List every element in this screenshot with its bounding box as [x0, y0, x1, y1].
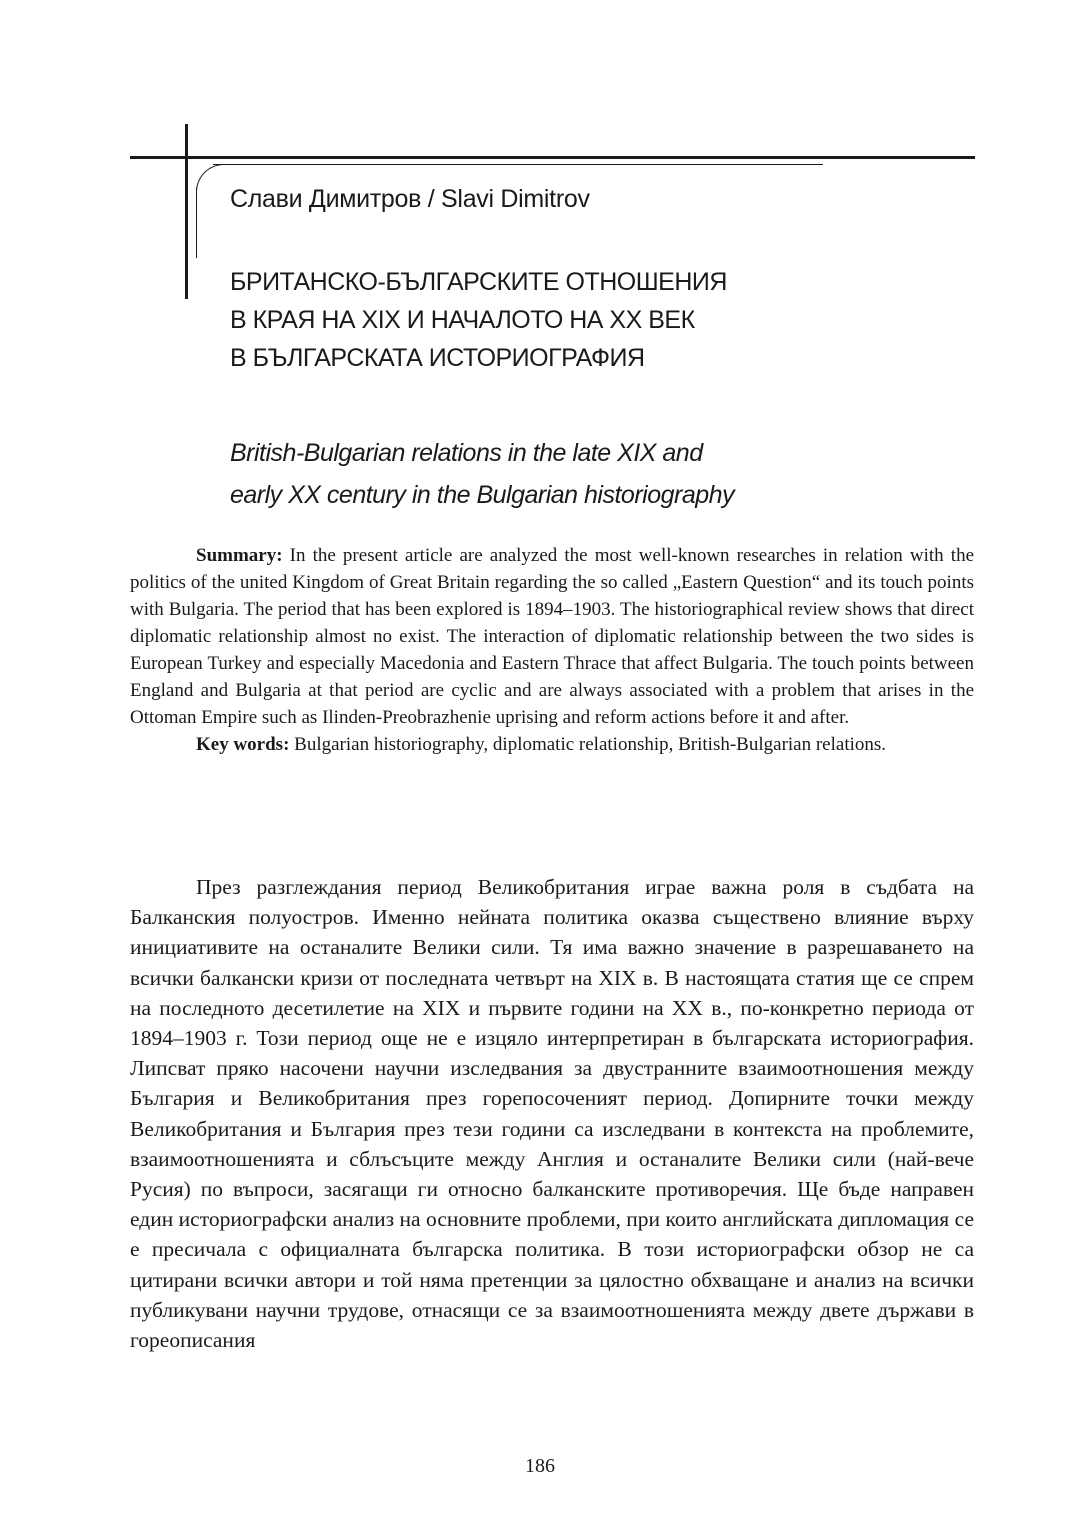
title-bg-line: В БЪЛГАРСКАТА ИСТОРИОГРАФИЯ — [230, 344, 645, 372]
author-name: Слави Димитров / Slavi Dimitrov — [230, 185, 590, 213]
header-rule-horizontal — [130, 156, 975, 159]
summary-text: In the present article are analyzed the most well-known researches in relation with the politics of the united Kingdom of Great Britain regarding the so called „Eastern Question“ and its touch points with Bulgaria. The period that has been explored is 1894–1903. The historiographical review shows that direct diplomatic relationship almost no exist. The interaction of diplomatic relationship between the two sides is European Turkey and especially Macedonia and Eastern Thrace that affect Bulgaria. The touch points between England and Bulgaria at that period are cyclic and are always associated with a problem that arises in the Ottoman Empire such as Ilinden-Preobrazhenie uprising and reform actions before it and after. — [130, 545, 974, 728]
title-bg-line: В КРАЯ НА XIX И НАЧАЛОТО НА XX ВЕК — [230, 306, 695, 334]
header-rule-vertical — [185, 124, 188, 299]
body-paragraph: През разглеждания период Великобритания играе важна роля в съдбата на Балканския полуостров. Именно нейната политика оказва съществено влияние върху инициативите на останалите Велики сили. Тя има важно значение в разрешаването на всички балкански кризи от последната четвърт на XIX в. В настоящата статия ще се спрем на последното десетилетие на XIX и първите години на XX в., по-конкретно периода от 1894–1903 г. Този период още не е изцяло интерпретиран в българската историография. Липсват пряко насочени научни изследвания за двустранните взаимоотношения между България и Великобритания през горепосоченият период. Допирните точки между Великобритания и България през тези години са изследвани в контекста на проблемите, взаимоотношенията и сблъсъците между Англия и останалите Велики сили (най-вече Русия) по въпроси, засягащи ги относно балканските противоречия. Ще бъде направен един историографски анализ на основните проблеми, при които английската дипломация се е пресичала с официалната българска политика. В този историографски обзор не са цитирани всички автори и той няма претенции за цялостно обхващане и анализ на всички публикувани научни трудове, отнасящи се за взаимоотношенията между двете държави в гореописания — [130, 875, 974, 1353]
header-thin-rule-horizontal — [213, 164, 823, 165]
article-body — [130, 872, 974, 1355]
page-number: 186 — [525, 1455, 555, 1477]
title-en-line: early XX century in the Bulgarian historiography — [230, 481, 735, 509]
title-en-line: British-Bulgarian relations in the late XIX and — [230, 439, 703, 467]
title-bg-line: БРИТАНСКО-БЪЛГАРСКИТЕ ОТНОШЕНИЯ — [230, 268, 727, 296]
summary-label: Summary: — [196, 545, 283, 566]
keywords-text: Bulgarian historiography, diplomatic relationship, British-Bulgarian relations. — [294, 734, 887, 755]
keywords-paragraph — [130, 731, 974, 758]
keywords-label: Key words: — [196, 734, 290, 755]
article-title-english — [230, 432, 734, 516]
summary-paragraph — [130, 542, 974, 731]
article-title-bulgarian — [230, 263, 727, 377]
abstract — [130, 542, 974, 758]
